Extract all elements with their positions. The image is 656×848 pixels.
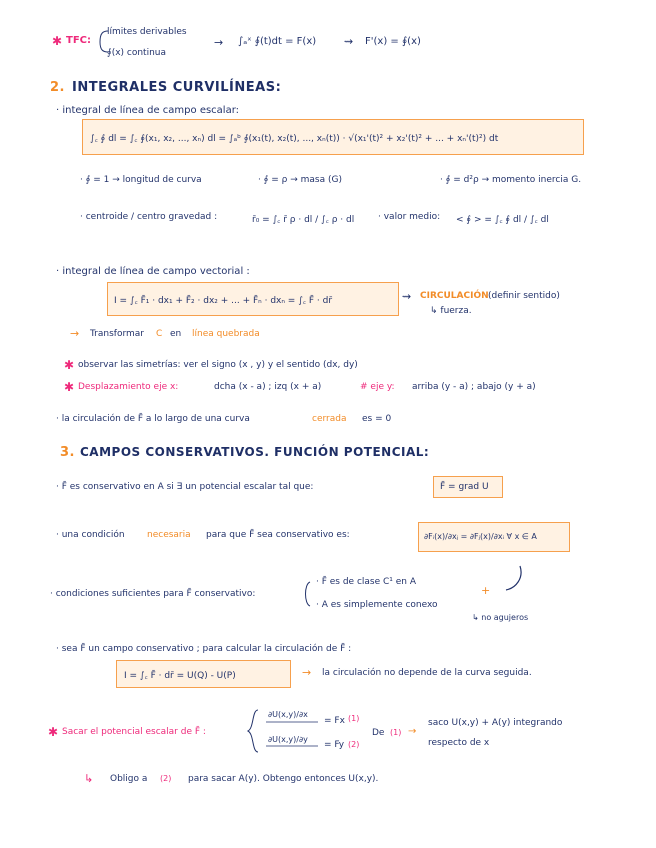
centroide-label: · centroide / centro gravedad :	[80, 212, 218, 222]
potential-eq1-lhs: ∂U(x,y)/∂x	[268, 710, 308, 719]
potential-result-2: respecto de x	[428, 738, 490, 748]
closed-curve-text: · la circulación de F̄ a lo largo de una curva	[56, 414, 250, 424]
circulation-label: CIRCULACIÓN	[420, 291, 489, 301]
vector-integral-label: · integral de línea de campo vectorial :	[56, 266, 250, 277]
scalar-integral-label: · integral de línea de campo escalar:	[56, 105, 240, 116]
sufficient-text: · condiciones suficientes para F̄ conservativo:	[50, 589, 256, 599]
bullet-longitud: · ∮ = 1 → longitud de curva	[80, 175, 202, 185]
section-2-title: INTEGRALES CURVILÍNEAS:	[72, 80, 282, 95]
potential-eq2-lhs: ∂U(x,y)/∂y	[268, 735, 308, 744]
tfc-label: TFC:	[66, 35, 91, 46]
tfc-arrow: →	[214, 36, 224, 49]
tfc-star-icon: ✱	[52, 34, 63, 48]
closed-curve-result: es = 0	[362, 414, 392, 424]
potential-star-icon: ✱	[48, 725, 59, 739]
sufficient-cond-1: · F̄ es de clase C¹ en A	[316, 577, 417, 587]
potential-eq1-rhs: = Fx	[324, 716, 345, 726]
conservative-definition: · F̄ es conservativo en A si ∃ un potencial escalar tal que:	[56, 482, 314, 492]
tfc-result: F'(x) = ∮(x)	[365, 36, 421, 47]
circulation-arrow: ⇝	[402, 290, 412, 303]
section-3-number: 3.	[60, 445, 75, 460]
potential-eq2-rhs: = Fy	[324, 740, 345, 750]
final-text-1: Obligo a	[110, 774, 148, 784]
sufficient-note: ↳ no agujeros	[472, 613, 529, 622]
final-hook-icon: ↳	[84, 772, 94, 785]
simetrias-text: observar las simetrías: ver el signo (x , y) y el sentido (dx, dy)	[78, 360, 358, 370]
sufficient-cond-2: · A es simplemente conexo	[316, 600, 438, 610]
tfc-cond-2: ∮(x) continua	[107, 48, 167, 58]
final-text-2: para sacar A(y). Obtengo entonces U(x,y).	[188, 774, 379, 784]
tfc-arrow-2: ⇝	[344, 35, 354, 48]
circulation-formula: I = ∫꜀ F̄ · dr̄ = U(Q) - U(P)	[124, 671, 236, 681]
potential-eq2-tag: (2)	[348, 740, 360, 749]
necessary-highlight: necesaria	[147, 530, 191, 540]
potential-from-tag: (1)	[390, 728, 402, 737]
potential-from: De	[372, 728, 385, 738]
desplazamiento-x-text: dcha (x - a) ; izq (x + a)	[214, 382, 322, 392]
vector-formula: I = ∫꜀ F̄₁ · dx₁ + F̄₂ · dx₂ + ... + F̄ₙ · dxₙ = ∫꜀ F̄ · dr̄	[114, 296, 333, 306]
desplazamiento-eje-x: Desplazamiento eje x:	[78, 382, 179, 392]
sufficient-plus: +	[481, 584, 491, 597]
transform-text: Transformar	[90, 329, 144, 339]
transform-arrow: →	[70, 327, 80, 340]
desplazamiento-y-text: arriba (y - a) ; abajo (y + a)	[412, 382, 536, 392]
desplazamiento-star-icon: ✱	[64, 380, 75, 394]
necessary-formula: ∂Fᵢ(x)/∂xⱼ = ∂Fⱼ(x)/∂xᵢ ∀ x ∈ A	[424, 532, 537, 541]
transform-linea-quebrada: línea quebrada	[192, 329, 260, 339]
circulation-result: la circulación no depende de la curva seguida.	[322, 668, 532, 678]
transform-en: en	[170, 329, 182, 339]
transform-c: C	[156, 329, 163, 339]
potential-label: Sacar el potencial escalar de F̄ :	[62, 727, 206, 737]
section-2-number: 2.	[50, 80, 65, 95]
necessary-text-2: para que F̄ sea conservativo es:	[206, 530, 350, 540]
circulation-note: (definir sentido)	[488, 291, 560, 301]
scalar-formula: ∫꜀ ∮ dl = ∫꜀ ∮(x₁, x₂, ..., xₙ) dl = ∫ₐᵇ ∮(x₁(t), x₂(t), ..., xₙ(t)) · √(x₁'(t)² + x₂'(t)² + ... + xₙ'(t)²) dt	[90, 134, 499, 144]
bullet-momento: · ∮ = d²ρ → momento inercia G.	[440, 175, 582, 185]
simetrias-star-icon: ✱	[64, 358, 75, 372]
potential-from-arrow: →	[408, 726, 417, 737]
valor-medio-formula: < ∮ > = ∫꜀ ∮ dl / ∫꜀ dl	[456, 215, 549, 225]
circulation-result-arrow: →	[302, 666, 312, 679]
desplazamiento-eje-y: # eje y:	[360, 382, 395, 392]
final-tag: (2)	[160, 774, 172, 783]
tfc-cond-1: límites derivables	[107, 27, 187, 37]
valor-medio-label: · valor medio:	[378, 212, 441, 222]
centroide-formula: r̄₀ = ∫꜀ r̄ ρ · dl / ∫꜀ ρ · dl	[252, 215, 355, 225]
section-3-title: CAMPOS CONSERVATIVOS. FUNCIÓN POTENCIAL:	[80, 445, 430, 459]
potential-result-1: saco U(x,y) + A(y) integrando	[428, 718, 563, 728]
necessary-text-1: · una condición	[56, 530, 125, 540]
closed-curve-cerrada: cerrada	[312, 414, 347, 424]
bullet-masa: · ∮ = ρ → masa (G)	[258, 175, 342, 185]
tfc-formula: ∫ₐˣ ∮(t)dt = F(x)	[238, 36, 317, 47]
circulation-text: · sea F̄ un campo conservativo ; para calcular la circulación de F̄ :	[56, 644, 352, 654]
potential-eq1-tag: (1)	[348, 714, 360, 723]
grad-formula: F̄ = grad U	[440, 482, 489, 492]
fuerza-note: ↳ fuerza.	[430, 306, 472, 316]
